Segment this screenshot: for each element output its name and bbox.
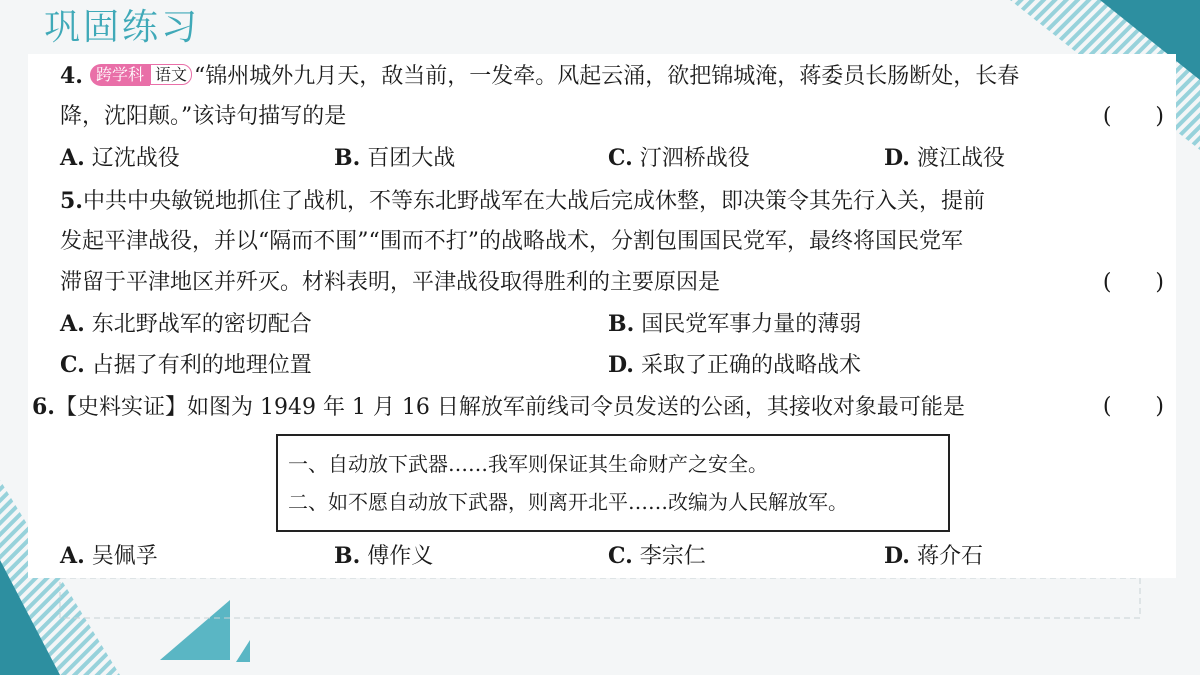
question-5-option-a[interactable]: A. 东北野战军的密切配合 xyxy=(60,311,312,337)
source-line-2: 二、如不愿自动放下武器，则离开北平……改编为人民解放军。 xyxy=(288,490,848,514)
question-6-option-d[interactable]: D. 蒋介石 xyxy=(884,543,983,569)
question-6-option-b[interactable]: B. 傅作义 xyxy=(334,543,434,569)
question-6-number: 6. xyxy=(32,394,55,420)
source-document-box xyxy=(276,434,950,532)
subject-tag: 语文 xyxy=(150,64,192,85)
question-4-option-c[interactable]: C. 汀泗桥战役 xyxy=(608,145,750,171)
question-4-answer-blank[interactable]: ( ) xyxy=(1102,104,1164,129)
question-4-option-d[interactable]: D. 渡江战役 xyxy=(884,145,1005,171)
question-5-line-3: 滞留于平津地区并歼灭。材料表明，平津战役取得胜利的主要原因是 xyxy=(60,270,721,295)
question-5-option-d[interactable]: D. 采取了正确的战略战术 xyxy=(608,352,861,378)
question-5-option-b[interactable]: B. 国民党军事力量的薄弱 xyxy=(608,311,862,337)
question-6-option-c[interactable]: C. 李宗仁 xyxy=(608,543,706,569)
question-4-line-1 xyxy=(60,62,1019,91)
question-4-option-b[interactable]: B. 百团大战 xyxy=(334,145,456,171)
exercise-panel xyxy=(28,54,1176,578)
question-5-number: 5. xyxy=(60,188,83,214)
question-4-text-1: “锦州城外九月天，敌当前，一发牵。风起云涌，欲把锦城淹，蒋委员长肠断处，长春 xyxy=(194,64,1020,89)
slide-title: 巩固练习 xyxy=(44,7,201,48)
question-5-answer-blank[interactable]: ( ) xyxy=(1102,270,1164,295)
question-6-answer-blank[interactable]: ( ) xyxy=(1102,394,1164,419)
question-6-line-1: 6.【史料实证】如图为 1949 年 1 月 16 日解放军前线司令员发送的公函，其接收对象最可能是 xyxy=(32,394,965,420)
question-5-line-2: 发起平津战役，并以“隔而不围”“围而不打”的战略战术，分割包围国民党军，最终将国民党军 xyxy=(60,229,963,254)
question-4-line-2: 降，沈阳颠。”该诗句描写的是 xyxy=(60,104,347,129)
question-6-option-a[interactable]: A. 吴佩孚 xyxy=(60,543,158,569)
question-5-option-c[interactable]: C. 占据了有利的地理位置 xyxy=(60,352,312,378)
source-line-1: 一、自动放下武器……我军则保证其生命财产之安全。 xyxy=(288,452,768,476)
question-4-number: 4. xyxy=(60,63,83,89)
cross-subject-tag: 跨学科 xyxy=(90,64,150,86)
question-5-line-1: 5.中共中央敏锐地抓住了战机，不等东北野战军在大战后完成休整，即决策令其先行入关，提前 xyxy=(60,188,985,214)
question-4-option-a[interactable]: A. 辽沈战役 xyxy=(60,145,180,171)
